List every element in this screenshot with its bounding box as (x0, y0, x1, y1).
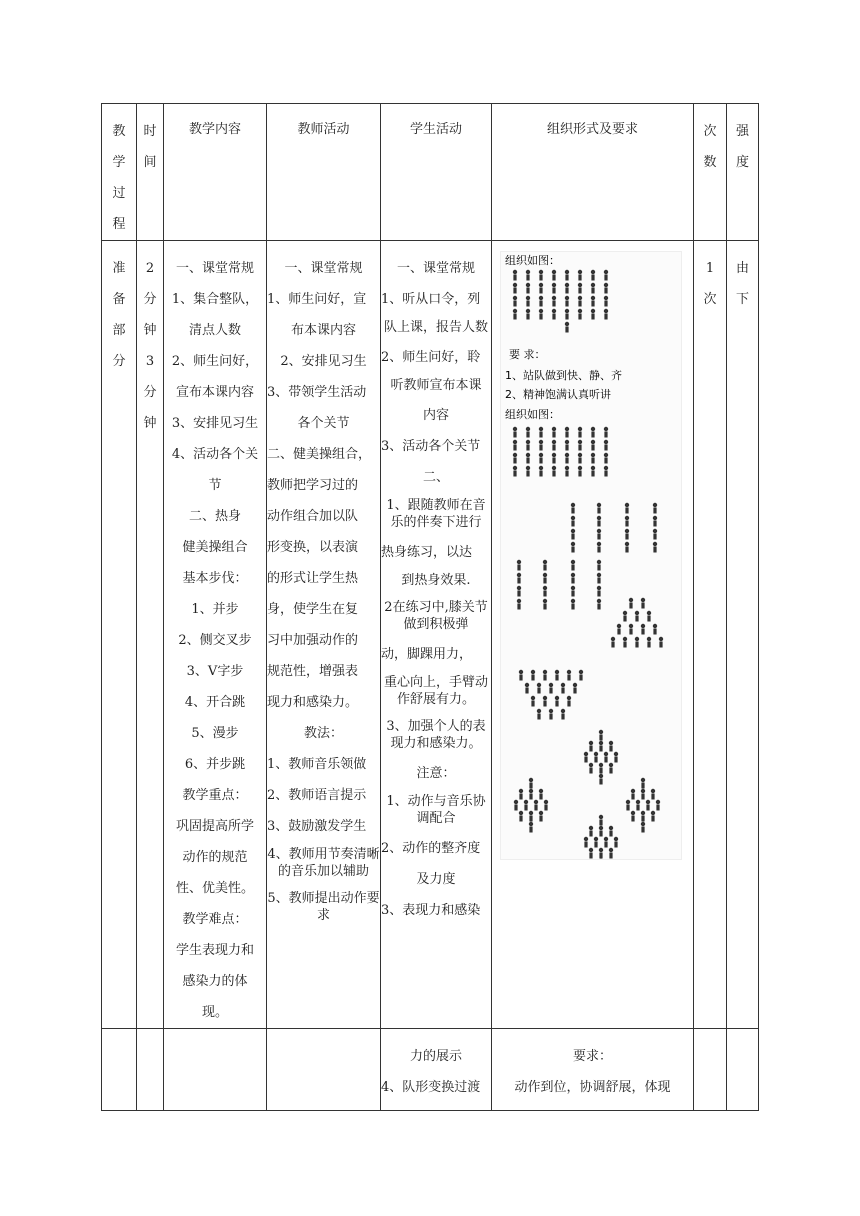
person-icon (584, 752, 588, 763)
content-lines-line: 5、漫步 (191, 726, 239, 741)
person-icon (514, 800, 518, 811)
person-icon (599, 774, 603, 785)
header-times: 次 数 (694, 104, 727, 241)
person-icon (571, 542, 575, 553)
teacher-lines-line: 各个关节 (297, 416, 350, 431)
student-e-line: 内容 (422, 408, 449, 423)
times-cell: 1 次 (694, 241, 727, 1029)
person-icon (552, 466, 556, 477)
person-icon (549, 683, 553, 694)
person-icon (653, 529, 657, 540)
person-icon (526, 440, 530, 451)
person-icon (565, 466, 569, 477)
person-icon (565, 283, 569, 294)
person-icon (565, 309, 569, 320)
header-row (102, 104, 759, 241)
person-icon (604, 752, 608, 763)
person-icon (591, 309, 595, 320)
person-icon (597, 516, 601, 527)
person-icon (641, 811, 645, 822)
person-icon (517, 560, 521, 571)
person-icon (539, 440, 543, 451)
person-icon (565, 296, 569, 307)
person-icon (623, 637, 627, 648)
teacher-wrap-2: 5、教师提出动作要求 (267, 891, 380, 923)
person-icon (526, 296, 530, 307)
teacher-lines-line: 形变换，以表演 (267, 540, 359, 555)
person-icon (635, 611, 639, 622)
person-icon (651, 811, 655, 822)
student-a-line: 一、课堂常规 (396, 261, 475, 276)
person-icon (552, 296, 556, 307)
person-icon (526, 309, 530, 320)
person-icon (539, 811, 543, 822)
person-icon (534, 800, 538, 811)
student-wrap-i: 2在练习中,膝关节做到积极弹 (384, 600, 488, 632)
person-icon (599, 741, 603, 752)
person-icon (539, 427, 543, 438)
person-icon (604, 440, 608, 451)
teacher-lines-line: 2、安排见习生 (280, 354, 367, 369)
person-icon (517, 586, 521, 597)
header-time: 时 间 (137, 104, 164, 241)
person-icon (591, 440, 595, 451)
person-icon (631, 811, 635, 822)
person-icon (591, 427, 595, 438)
person-icon (591, 270, 595, 281)
bottom-org-line-2: 动作到位，协调舒展，体现 (514, 1080, 671, 1095)
person-icon (513, 427, 517, 438)
person-icon (529, 778, 533, 789)
person-icon (552, 309, 556, 320)
content-lines-line: 二、热身 (188, 509, 241, 524)
teacher-lines-line: 习中加强动作的 (267, 633, 359, 648)
person-icon (591, 466, 595, 477)
person-icon (567, 696, 571, 707)
person-icon (614, 752, 618, 763)
person-icon (589, 763, 593, 774)
person-icon (589, 848, 593, 859)
student-wrap-h: 到热身效果. (401, 573, 471, 588)
person-icon (653, 516, 657, 527)
content-lines-line: 教学重点： (182, 788, 248, 803)
person-icon (573, 683, 577, 694)
person-icon (578, 270, 582, 281)
time-cell: 2 分 钟 3 分 钟 (137, 241, 164, 1029)
figure-label-1: 组织如图： (505, 254, 560, 267)
content-lines-line: 3、V字步 (186, 664, 244, 679)
person-icon (513, 283, 517, 294)
person-icon (636, 800, 640, 811)
content-lines-line: 1、集合整队， (171, 292, 259, 307)
person-icon (531, 670, 535, 681)
student-o-line: 及力度 (416, 872, 456, 887)
person-icon (552, 453, 556, 464)
content-lines-line: 感染力的体 (182, 974, 248, 989)
content-lines-line: 宣布本课内容 (175, 385, 254, 400)
person-icon (571, 503, 575, 514)
person-icon (513, 466, 517, 477)
bottom-content-cell (164, 1029, 267, 1111)
header-process: 教 学 过 程 (102, 104, 137, 241)
person-icon (539, 309, 543, 320)
header-teacher: 教师活动 (267, 104, 381, 241)
person-icon (609, 826, 613, 837)
person-icon (604, 466, 608, 477)
person-icon (626, 800, 630, 811)
bottom-row (102, 1029, 759, 1111)
person-icon (599, 826, 603, 837)
formation-figure (500, 251, 682, 860)
person-icon (609, 763, 613, 774)
person-icon (629, 624, 633, 635)
bottom-org-line-1: 要求： (572, 1049, 612, 1064)
person-icon (599, 763, 603, 774)
content-lines-line: 动作的规范 (182, 850, 248, 865)
person-icon (513, 440, 517, 451)
person-icon (604, 270, 608, 281)
person-icon (609, 741, 613, 752)
person-icon (578, 466, 582, 477)
person-icon (647, 611, 651, 622)
content-lines-line: 节 (208, 478, 222, 493)
person-icon (552, 283, 556, 294)
content-lines-line: 性、优美性。 (175, 881, 254, 896)
student-m-line: 注意： (416, 766, 456, 781)
person-icon (525, 683, 529, 694)
person-icon (641, 789, 645, 800)
header-intensity: 强 度 (727, 104, 759, 241)
person-icon (513, 453, 517, 464)
content-lines-line: 2、师生问好， (171, 354, 259, 369)
bottom-org-cell (492, 1029, 694, 1111)
teacher-cell (267, 241, 381, 1029)
person-icon (646, 800, 650, 811)
person-icon (537, 709, 541, 720)
person-icon (625, 542, 629, 553)
person-icon (589, 741, 593, 752)
person-icon (614, 837, 618, 848)
person-icon (629, 598, 633, 609)
person-icon (604, 283, 608, 294)
person-icon (552, 427, 556, 438)
person-icon (578, 283, 582, 294)
person-icon (519, 811, 523, 822)
person-icon (526, 453, 530, 464)
student-e-line: 3、活动各个关节 (381, 439, 481, 454)
person-icon (584, 837, 588, 848)
person-icon (659, 637, 663, 648)
process-cell: 准 备 部 分 (102, 241, 137, 1029)
figure-req-1: 1、站队做到快、静、齐 (505, 369, 622, 382)
student-c-line: 2、师生问好，聆 (381, 350, 481, 365)
person-icon (631, 789, 635, 800)
bottom-process-cell (102, 1029, 137, 1111)
person-icon (571, 560, 575, 571)
student-j-line: 动，脚踝用力， (381, 647, 473, 662)
person-icon (578, 296, 582, 307)
person-icon (578, 427, 582, 438)
person-icon (641, 778, 645, 789)
person-icon (561, 683, 565, 694)
person-icon (539, 283, 543, 294)
person-icon (653, 542, 657, 553)
person-icon (597, 599, 601, 610)
person-icon (529, 811, 533, 822)
teacher-lines-line: 规范性，增强表 (267, 664, 359, 679)
person-icon (537, 683, 541, 694)
person-icon (543, 586, 547, 597)
person-icon (597, 542, 601, 553)
formation-group-1 (513, 270, 608, 333)
intensity-cell: 由 下 (727, 241, 759, 1029)
person-icon (565, 427, 569, 438)
person-icon (641, 822, 645, 833)
figure-req-2: 2、精神饱满认真听讲 (505, 388, 611, 401)
person-icon (524, 800, 528, 811)
content-lines-line: 巩固提高所学 (175, 819, 254, 834)
teacher-lines-line: 2、教师语言提示 (267, 788, 367, 803)
person-icon (567, 670, 571, 681)
person-icon (591, 296, 595, 307)
content-cell (164, 241, 267, 1029)
org-cell (492, 241, 694, 1029)
person-icon (589, 826, 593, 837)
person-icon (571, 516, 575, 527)
content-lines-line: 教学难点： (182, 912, 248, 927)
person-icon (597, 529, 601, 540)
person-icon (517, 599, 521, 610)
person-icon (543, 560, 547, 571)
content-lines-line: 4、开合跳 (184, 695, 246, 710)
person-icon (599, 730, 603, 741)
content-lines-line: 一、课堂常规 (175, 261, 254, 276)
person-icon (591, 283, 595, 294)
person-icon (579, 670, 583, 681)
person-icon (604, 453, 608, 464)
person-icon (571, 586, 575, 597)
teacher-lines-line: 教师把学习过的 (267, 478, 359, 493)
person-icon (552, 440, 556, 451)
student-e-line: 二、 (422, 470, 449, 485)
person-icon (656, 800, 660, 811)
header-content: 教学内容 (164, 104, 267, 241)
person-icon (571, 529, 575, 540)
header-student: 学生活动 (381, 104, 492, 241)
person-icon (571, 573, 575, 584)
person-icon (599, 848, 603, 859)
person-icon (539, 270, 543, 281)
person-icon (641, 598, 645, 609)
person-icon (604, 309, 608, 320)
formation-group-2 (513, 427, 663, 859)
person-icon (578, 440, 582, 451)
person-icon (625, 516, 629, 527)
content-lines-line: 现。 (201, 1005, 228, 1020)
person-icon (561, 709, 565, 720)
person-icon (594, 837, 598, 848)
teacher-lines-line: 一、课堂常规 (284, 261, 363, 276)
person-icon (543, 670, 547, 681)
student-o-line: 2、动作的整齐度 (381, 841, 481, 856)
content-lines-line: 6、并步跳 (184, 757, 246, 772)
content-lines-line: 清点人数 (188, 323, 241, 338)
person-icon (617, 624, 621, 635)
person-icon (555, 696, 559, 707)
person-icon (544, 800, 548, 811)
teacher-lines-line: 3、鼓励激发学生 (267, 819, 367, 834)
person-icon (565, 270, 569, 281)
person-icon (529, 789, 533, 800)
bottom-student-line-2: 4、队形变换过渡 (381, 1080, 481, 1095)
student-cell (381, 241, 492, 1029)
person-icon (604, 296, 608, 307)
main-row (102, 241, 759, 1029)
person-icon (526, 466, 530, 477)
student-wrap-k: 重心向上，手臂动作舒展有力。 (383, 675, 488, 707)
teacher-lines-line: 二、健美操组合， (267, 447, 372, 462)
person-icon (597, 560, 601, 571)
person-icon (597, 586, 601, 597)
person-icon (555, 670, 559, 681)
content-lines-line: 基本步伐： (182, 571, 248, 586)
person-icon (653, 624, 657, 635)
person-icon (625, 529, 629, 540)
teacher-lines-line: 3、带领学生活动 (267, 385, 367, 400)
person-icon (578, 309, 582, 320)
person-icon (647, 637, 651, 648)
content-lines-line: 1、并步 (191, 602, 239, 617)
person-icon (604, 837, 608, 848)
person-icon (611, 637, 615, 648)
person-icon (599, 815, 603, 826)
person-icon (513, 270, 517, 281)
person-icon (531, 696, 535, 707)
teacher-lines-line: 1、师生问好，宣 (267, 292, 367, 307)
person-icon (565, 453, 569, 464)
person-icon (517, 573, 521, 584)
person-icon (653, 503, 657, 514)
person-icon (552, 270, 556, 281)
bottom-teacher-cell (267, 1029, 381, 1111)
formation-diagram (501, 252, 681, 859)
bottom-times-cell (694, 1029, 727, 1111)
teacher-lines-line: 1、教师音乐领做 (267, 757, 367, 772)
content-lines-line: 健美操组合 (182, 540, 248, 555)
person-icon (604, 427, 608, 438)
person-icon (513, 309, 517, 320)
person-icon (543, 573, 547, 584)
person-icon (539, 466, 543, 477)
person-icon (565, 322, 569, 333)
lesson-plan-table (101, 103, 759, 1111)
student-wrap-n: 1、动作与音乐协调配合 (386, 794, 486, 826)
person-icon (549, 709, 553, 720)
person-icon (539, 453, 543, 464)
student-o-line: 3、表现力和感染 (381, 903, 481, 918)
bottom-intensity-cell (727, 1029, 759, 1111)
person-icon (539, 789, 543, 800)
person-icon (513, 296, 517, 307)
person-icon (571, 599, 575, 610)
person-icon (591, 453, 595, 464)
student-wrap-l: 3、加强个人的表现力和感染力。 (386, 719, 486, 751)
person-icon (651, 789, 655, 800)
content-lines-line: 4、活动各个关 (171, 447, 259, 462)
person-icon (597, 573, 601, 584)
bottom-time-cell (137, 1029, 164, 1111)
person-icon (635, 637, 639, 648)
person-icon (609, 848, 613, 859)
person-icon (543, 599, 547, 610)
student-wrap-f: 1、跟随教师在音乐的伴奏下进行 (386, 498, 486, 530)
person-icon (597, 503, 601, 514)
student-a-line: 1、听从口令，列 (381, 292, 481, 307)
person-icon (526, 283, 530, 294)
figure-req-title: 要 求： (509, 348, 546, 361)
teacher-lines-line: 动作组合加以队 (267, 509, 359, 524)
teacher-lines-line: 布本课内容 (290, 323, 356, 338)
teacher-lines-line: 教法： (303, 726, 343, 741)
person-icon (543, 696, 547, 707)
bottom-student-cell (381, 1029, 492, 1111)
teacher-lines-line: 身，使学生在复 (267, 602, 359, 617)
person-icon (565, 440, 569, 451)
person-icon (526, 427, 530, 438)
student-g-line: 热身练习，以达 (381, 545, 473, 560)
person-icon (625, 503, 629, 514)
person-icon (539, 296, 543, 307)
bottom-student-line-1: 力的展示 (409, 1049, 462, 1064)
person-icon (529, 822, 533, 833)
person-icon (594, 752, 598, 763)
teacher-wrap-1: 4、教师用节奏清晰的音乐加以辅助 (267, 847, 380, 879)
header-org: 组织形式及要求 (492, 104, 694, 241)
content-lines-line: 学生表现力和 (175, 943, 254, 958)
content-lines-line: 3、安排见习生 (171, 416, 259, 431)
person-icon (519, 670, 523, 681)
student-wrap-d: 听教师宣布本课 (390, 378, 482, 393)
teacher-lines-line: 的形式让学生热 (267, 571, 359, 586)
student-wrap-b: 队上课，报告人数 (383, 320, 488, 335)
person-icon (623, 611, 627, 622)
figure-label-2: 组织如图： (505, 408, 560, 421)
person-icon (526, 270, 530, 281)
person-icon (578, 453, 582, 464)
teacher-lines-line: 现力和感染力。 (267, 695, 359, 710)
person-icon (641, 624, 645, 635)
person-icon (519, 789, 523, 800)
content-lines-line: 2、侧交叉步 (178, 633, 252, 648)
